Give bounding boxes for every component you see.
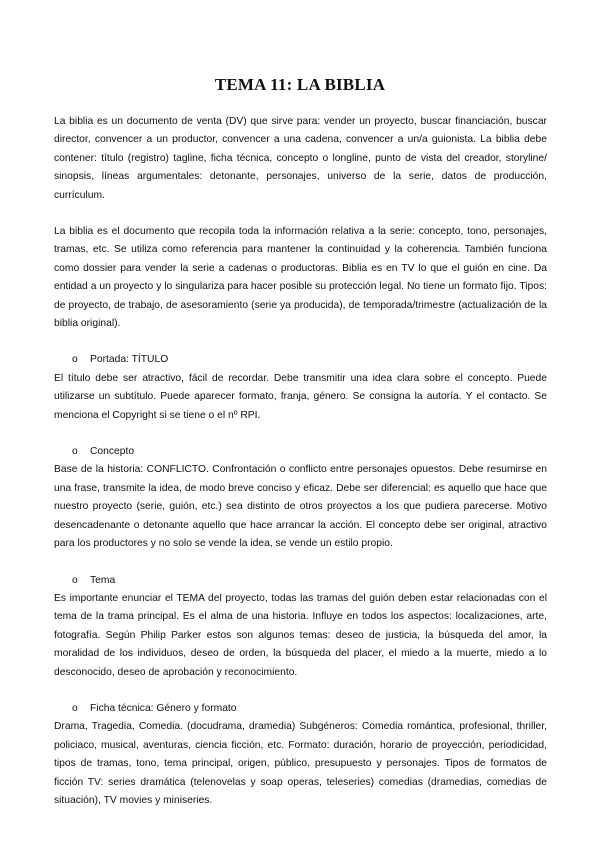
- section-body: Base de la historia: CONFLICTO. Confrontación o conflicto entre personajes opuestos. Debe resumirse en una frase, transmite la idea, de modo breve conciso y eficaz. Debe ser diferencial: es aquello que hace que nuestro proyecto (serie, guión, etc.) sea distinto de otros proyectos a los que pudiera parecerse. Motivo desencadenante o detonante aquello que hace arrancar la acción. El concepto debe ser original, atractivo para los productores y no solo se vende la idea, se vende un estilo propio.: [54, 464, 547, 550]
- section-body: El título debe ser atractivo, fácil de recordar. Debe transmitir una idea clara sobre el concepto. Puede utilizarse un subtítulo. Puede aparecer formato, franja, género. Se consigna la autoría. Y el contacto. Se menciona el Copyright si se tiene o el nº RPI.: [54, 372, 547, 421]
- document-body: [54, 113, 547, 810]
- bullet-marker: o: [72, 354, 78, 366]
- section-heading-ficha-tecnica: [54, 700, 547, 718]
- bullet-marker: o: [72, 446, 78, 458]
- section-heading-label: Portada: TÍTULO: [90, 354, 169, 366]
- bullet-marker: o: [72, 702, 78, 714]
- section-body: Es importante enunciar el TEMA del proyecto, todas las tramas del guión deben estar relacionadas con el tema de la trama principal. Es el alma de una historia. Influye en todos los aspectos: localizaciones, arte, fotografía. Según Philip Parker estos son algunos temas: deseo de justicia, la búsqueda del amor, la moralidad de los individuos, deseo de orden, la búsqueda del placer, el miedo a la muerte, miedo a lo desconocido, deseo de aprobación y reconocimiento.: [54, 592, 547, 678]
- section-heading-portada: [54, 351, 547, 369]
- bullet-marker: o: [72, 574, 78, 586]
- section-heading-label: Tema: [90, 574, 116, 586]
- section-heading-label: Concepto: [90, 446, 135, 458]
- section-heading-concepto: [54, 443, 547, 461]
- intro-paragraph: La biblia es el documento que recopila toda la información relativa a la serie: concepto, tono, personajes, tramas, etc. Se utiliza como referencia para mantener la continuidad y la coherencia. También funciona como dossier para vender la serie a cadenas o productoras. Biblia es en TV lo que el guión en cine. Da entidad a un proyecto y lo singulariza para hacer posible su protección legal. No tiene un formato fijo. Tipos: de proyecto, de trabajo, de asesoramiento (serie ya producida), de temporada/trimestre (actualización de la biblia original).: [54, 226, 547, 330]
- section-heading-tema: [54, 572, 547, 590]
- section-heading-label: Ficha técnica: Género y formato: [90, 702, 237, 714]
- section-body: Drama, Tragedia, Comedia. (docudrama, dramedia) Subgéneros: Comedia romántica, profesional, thriller, policiaco, musical, aventuras, ciencia ficción, etc. Formato: duración, horario de proyección, periodicidad, tipos de tramas, tono, tema principal, origen, público, presupuesto y personajes. Tipos de formatos de ficción TV: series dramática (telenovelas y soap operas, teleseries) comedias (dramedias, comedias de situación), TV movies y miniseries.: [54, 721, 547, 806]
- page-title: TEMA 11: LA BIBLIA: [214, 75, 386, 94]
- intro-paragraph: La biblia es un documento de venta (DV) que sirve para: vender un proyecto, buscar financiación, buscar director, convencer a un productor, convencer a una cadena, convencer a un/a guionista. La biblia debe contener: título (registro) tagline, ficha técnica, concepto o longline, punto de vista del creador, storyline/ sinopsis, líneas argumentales: detonante, personajes, universo de la serie, datos de producción, currículum.: [54, 116, 547, 201]
